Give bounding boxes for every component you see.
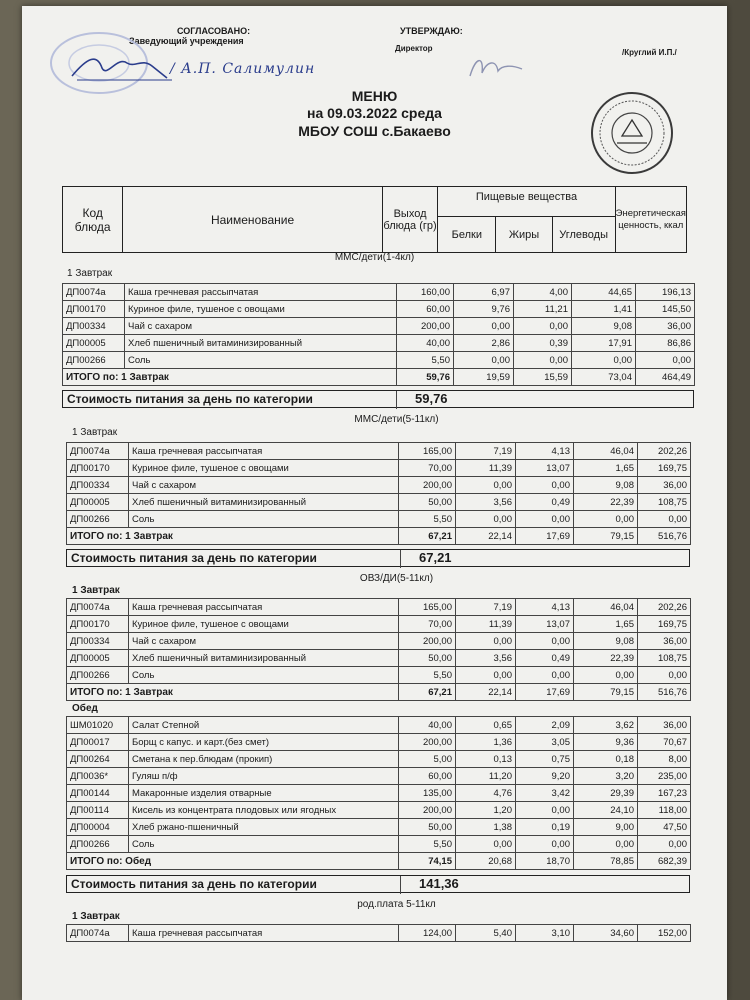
approve-label: УТВЕРЖДАЮ: (400, 26, 463, 36)
dish-fat: 0,00 (514, 318, 572, 335)
dish-protein: 6,97 (454, 284, 514, 301)
total-row (63, 369, 695, 386)
dish-fat: 0,00 (516, 477, 574, 494)
dish-energy: 169,75 (638, 616, 691, 633)
director-label: Директор (395, 44, 433, 53)
dish-fat: 13,07 (516, 460, 574, 477)
menu-table (66, 598, 691, 701)
dish-code: ДП00334 (67, 633, 129, 650)
dish-name: Соль (129, 836, 399, 853)
dish-output: 200,00 (399, 734, 456, 751)
dish-carbs: 24,10 (574, 802, 638, 819)
cost-label: Стоимость питания за день по категории (71, 877, 317, 891)
dish-code: ДП00005 (67, 494, 129, 511)
dish-carbs: 46,04 (574, 443, 638, 460)
dish-protein: 0,13 (456, 751, 516, 768)
dish-fat: 9,20 (516, 768, 574, 785)
total-value: 516,76 (638, 528, 691, 545)
dish-output: 5,00 (399, 751, 456, 768)
table-row (67, 925, 691, 942)
table-row (63, 352, 695, 369)
dish-code: ДП0074а (67, 443, 129, 460)
dish-energy: 108,75 (638, 494, 691, 511)
dish-output: 70,00 (399, 460, 456, 477)
dish-fat: 0,00 (516, 836, 574, 853)
dish-output: 165,00 (399, 443, 456, 460)
dish-code: ДП0074а (67, 925, 129, 942)
dish-protein: 11,20 (456, 768, 516, 785)
dish-carbs: 17,91 (572, 335, 636, 352)
total-value: 59,76 (397, 369, 454, 386)
table-row (67, 599, 691, 616)
dish-name: Каша гречневая рассыпчатая (129, 599, 399, 616)
dish-name: Каша гречневая рассыпчатая (125, 284, 397, 301)
dish-fat: 0,00 (516, 633, 574, 650)
table-row (67, 768, 691, 785)
dish-carbs: 1,65 (574, 460, 638, 477)
total-value: 19,59 (454, 369, 514, 386)
dish-name: Кисель из концентрата плодовых или ягодных (129, 802, 399, 819)
dish-output: 50,00 (399, 494, 456, 511)
dish-name: Соль (129, 667, 399, 684)
dish-protein: 0,00 (456, 667, 516, 684)
dish-energy: 235,00 (638, 768, 691, 785)
dish-output: 40,00 (399, 717, 456, 734)
dish-protein: 0,00 (456, 477, 516, 494)
dish-code: ДП00264 (67, 751, 129, 768)
dish-energy: 70,67 (638, 734, 691, 751)
dish-code: ДП0074а (63, 284, 125, 301)
dish-name: Чай с сахаром (129, 633, 399, 650)
dish-energy: 0,00 (638, 511, 691, 528)
dish-carbs: 3,62 (574, 717, 638, 734)
menu-title: МЕНЮ (351, 88, 398, 104)
dish-energy: 202,26 (638, 443, 691, 460)
dish-output: 200,00 (399, 802, 456, 819)
dish-name: Каша гречневая рассыпчатая (129, 925, 399, 942)
signature-icon (67, 48, 177, 88)
menu-table (66, 924, 691, 942)
table-row (67, 836, 691, 853)
total-value: 79,15 (574, 684, 638, 701)
dish-protein: 11,39 (456, 460, 516, 477)
dish-code: ДП00017 (67, 734, 129, 751)
table-row (63, 335, 695, 352)
meal-title: Обед (72, 703, 98, 714)
dish-carbs: 0,00 (574, 836, 638, 853)
total-value: 67,21 (399, 684, 456, 701)
dish-output: 124,00 (399, 925, 456, 942)
meal-title: 1 Завтрак (67, 268, 113, 279)
dish-code: ДП00334 (67, 477, 129, 494)
dish-carbs: 9,08 (574, 477, 638, 494)
dish-protein: 0,00 (454, 318, 514, 335)
dish-output: 50,00 (399, 650, 456, 667)
dish-energy: 36,00 (638, 477, 691, 494)
dish-carbs: 0,00 (574, 667, 638, 684)
dish-output: 165,00 (399, 599, 456, 616)
total-row (67, 684, 691, 701)
table-row (67, 443, 691, 460)
dish-code: ДП00334 (63, 318, 125, 335)
total-label: ИТОГО по: 1 Завтрак (67, 684, 399, 701)
table-row (67, 802, 691, 819)
agreed-label: СОГЛАСОВАНО: (177, 26, 251, 36)
table-row (67, 494, 691, 511)
dish-output: 160,00 (397, 284, 454, 301)
dish-energy: 167,23 (638, 785, 691, 802)
dish-energy: 47,50 (638, 819, 691, 836)
dish-energy: 8,00 (638, 751, 691, 768)
dish-carbs: 0,00 (572, 352, 636, 369)
cost-label: Стоимость питания за день по категории (71, 551, 317, 565)
dish-carbs: 3,20 (574, 768, 638, 785)
col-protein: Белки (438, 217, 496, 253)
table-row (67, 477, 691, 494)
director-name: /Круглий И.П./ (622, 48, 677, 57)
dish-name: Куриное филе, тушеное с овощами (125, 301, 397, 318)
dish-protein: 0,00 (454, 352, 514, 369)
dish-energy: 0,00 (636, 352, 695, 369)
table-row (67, 460, 691, 477)
dish-name: Каша гречневая рассыпчатая (129, 443, 399, 460)
table-row (67, 785, 691, 802)
dish-energy: 145,50 (636, 301, 695, 318)
menu-table (66, 442, 691, 545)
dish-name: Борщ с капус. и карт.(без смет) (129, 734, 399, 751)
total-value: 464,49 (636, 369, 695, 386)
dish-carbs: 34,60 (574, 925, 638, 942)
dish-protein: 11,39 (456, 616, 516, 633)
dish-output: 5,50 (399, 667, 456, 684)
total-value: 78,85 (574, 853, 638, 870)
table-row (67, 819, 691, 836)
menu-table (66, 716, 691, 870)
dish-energy: 108,75 (638, 650, 691, 667)
dish-energy: 86,86 (636, 335, 695, 352)
dish-output: 5,50 (397, 352, 454, 369)
dish-protein: 2,86 (454, 335, 514, 352)
dish-code: ДП00170 (67, 616, 129, 633)
total-value: 17,69 (516, 528, 574, 545)
total-value: 15,59 (514, 369, 572, 386)
col-energy: Энергетическая ценность, ккал (615, 187, 686, 253)
dish-code: ДП00266 (63, 352, 125, 369)
dish-name: Гуляш п/ф (129, 768, 399, 785)
dish-carbs: 1,41 (572, 301, 636, 318)
col-fat: Жиры (496, 217, 552, 253)
dish-protein: 3,56 (456, 494, 516, 511)
dish-energy: 196,13 (636, 284, 695, 301)
total-value: 73,04 (572, 369, 636, 386)
dish-name: Макаронные изделия отварные (129, 785, 399, 802)
dish-protein: 7,19 (456, 599, 516, 616)
dish-fat: 0,00 (516, 667, 574, 684)
dish-name: Хлеб ржано-пшеничный (129, 819, 399, 836)
table-row (67, 667, 691, 684)
dish-protein: 0,00 (456, 511, 516, 528)
table-row (63, 301, 695, 318)
dish-code: ДП00005 (67, 650, 129, 667)
total-row (67, 853, 691, 870)
cost-value: 59,76 (396, 391, 694, 409)
dish-energy: 152,00 (638, 925, 691, 942)
dish-protein: 9,76 (454, 301, 514, 318)
dish-carbs: 9,08 (572, 318, 636, 335)
dish-name: Сметана к пер.блюдам (прокип) (129, 751, 399, 768)
table-row (67, 734, 691, 751)
total-value: 22,14 (456, 528, 516, 545)
table-row (67, 717, 691, 734)
dish-carbs: 9,36 (574, 734, 638, 751)
total-value: 20,68 (456, 853, 516, 870)
table-row (67, 751, 691, 768)
dish-energy: 0,00 (638, 836, 691, 853)
dish-code: ДП00266 (67, 667, 129, 684)
dish-protein: 0,00 (456, 836, 516, 853)
total-value: 67,21 (399, 528, 456, 545)
dish-fat: 3,10 (516, 925, 574, 942)
menu-sheet (22, 6, 727, 1000)
table-row (67, 511, 691, 528)
dish-fat: 0,19 (516, 819, 574, 836)
dish-protein: 3,56 (456, 650, 516, 667)
dish-name: Хлеб пшеничный витаминизированный (129, 650, 399, 667)
dish-protein: 0,65 (456, 717, 516, 734)
dish-output: 5,50 (399, 511, 456, 528)
dish-output: 60,00 (399, 768, 456, 785)
section-title: ММС/дети(5-11кл) (354, 414, 439, 425)
dish-output: 5,50 (399, 836, 456, 853)
section-title: ОВЗ/ДИ(5-11кл) (359, 573, 434, 584)
dish-protein: 1,38 (456, 819, 516, 836)
meal-title: 1 Завтрак (72, 911, 120, 922)
director-signature-icon (462, 51, 532, 86)
total-value: 682,39 (638, 853, 691, 870)
column-header (62, 186, 687, 253)
dish-name: Соль (125, 352, 397, 369)
dish-name: Соль (129, 511, 399, 528)
agreed-role: Заведующий учреждения (129, 36, 244, 46)
cost-value: 67,21 (400, 550, 690, 568)
dish-output: 200,00 (399, 477, 456, 494)
dish-carbs: 0,18 (574, 751, 638, 768)
col-nutrients: Пищевые вещества (438, 187, 615, 217)
section-title: род.плата 5-11кл (357, 899, 436, 910)
section-title: ММС/дети(1-4кл) (334, 252, 415, 263)
dish-output: 40,00 (397, 335, 454, 352)
dish-name: Чай с сахаром (129, 477, 399, 494)
dish-energy: 118,00 (638, 802, 691, 819)
col-carbs: Углеводы (552, 217, 615, 253)
dish-name: Хлеб пшеничный витаминизированный (125, 335, 397, 352)
dish-protein: 1,36 (456, 734, 516, 751)
menu-table (62, 283, 695, 386)
cost-row (62, 390, 694, 408)
dish-carbs: 29,39 (574, 785, 638, 802)
dish-fat: 0,39 (514, 335, 572, 352)
cost-value: 141,36 (400, 876, 690, 894)
total-label: ИТОГО по: 1 Завтрак (63, 369, 397, 386)
dish-protein: 5,40 (456, 925, 516, 942)
dish-fat: 0,75 (516, 751, 574, 768)
dish-fat: 0,49 (516, 650, 574, 667)
dish-output: 70,00 (399, 616, 456, 633)
dish-protein: 0,00 (456, 633, 516, 650)
table-row (67, 633, 691, 650)
dish-carbs: 9,00 (574, 819, 638, 836)
dish-output: 135,00 (399, 785, 456, 802)
dish-output: 60,00 (397, 301, 454, 318)
meal-title: 1 Завтрак (72, 427, 118, 438)
school-name: МБОУ СОШ с.Бакаево (298, 123, 451, 139)
dish-output: 200,00 (397, 318, 454, 335)
dish-name: Салат Степной (129, 717, 399, 734)
menu-date: на 09.03.2022 среда (307, 105, 442, 121)
dish-fat: 0,00 (516, 802, 574, 819)
dish-fat: 11,21 (514, 301, 572, 318)
dish-carbs: 46,04 (574, 599, 638, 616)
cost-row (66, 875, 690, 893)
table-row (67, 616, 691, 633)
dish-code: ДП00004 (67, 819, 129, 836)
dish-energy: 36,00 (638, 633, 691, 650)
dish-carbs: 22,39 (574, 494, 638, 511)
dish-code: ДП00170 (63, 301, 125, 318)
dish-carbs: 0,00 (574, 511, 638, 528)
dish-protein: 1,20 (456, 802, 516, 819)
dish-energy: 36,00 (638, 717, 691, 734)
dish-energy: 0,00 (638, 667, 691, 684)
dish-fat: 0,00 (516, 511, 574, 528)
dish-name: Куриное филе, тушеное с овощами (129, 460, 399, 477)
cost-row (66, 549, 690, 567)
dish-code: ДП0074а (67, 599, 129, 616)
total-value: 516,76 (638, 684, 691, 701)
dish-energy: 169,75 (638, 460, 691, 477)
dish-energy: 202,26 (638, 599, 691, 616)
dish-carbs: 9,08 (574, 633, 638, 650)
total-value: 74,15 (399, 853, 456, 870)
meal-title: 1 Завтрак (72, 585, 120, 596)
dish-energy: 36,00 (636, 318, 695, 335)
dish-fat: 3,05 (516, 734, 574, 751)
dish-fat: 4,13 (516, 443, 574, 460)
dish-name: Куриное филе, тушеное с овощами (129, 616, 399, 633)
col-code: Код блюда (63, 187, 123, 253)
dish-code: ДП00144 (67, 785, 129, 802)
dish-carbs: 44,65 (572, 284, 636, 301)
dish-output: 200,00 (399, 633, 456, 650)
table-row (63, 284, 695, 301)
dish-code: ДП00170 (67, 460, 129, 477)
total-value: 79,15 (574, 528, 638, 545)
table-row (67, 650, 691, 667)
total-value: 18,70 (516, 853, 574, 870)
total-value: 22,14 (456, 684, 516, 701)
col-output: Выход блюда (гр) (382, 187, 437, 253)
total-label: ИТОГО по: 1 Завтрак (67, 528, 399, 545)
dish-fat: 0,00 (514, 352, 572, 369)
dish-code: ДП00114 (67, 802, 129, 819)
dish-name: Хлеб пшеничный витаминизированный (129, 494, 399, 511)
dish-code: ДП00266 (67, 836, 129, 853)
cost-label: Стоимость питания за день по категории (67, 392, 313, 406)
dish-protein: 7,19 (456, 443, 516, 460)
dish-fat: 4,00 (514, 284, 572, 301)
dish-fat: 2,09 (516, 717, 574, 734)
dish-code: ДП00266 (67, 511, 129, 528)
total-value: 17,69 (516, 684, 574, 701)
signature-name: / А.П. Салимулин (170, 61, 316, 77)
total-label: ИТОГО по: Обед (67, 853, 399, 870)
dish-code: ДП0036* (67, 768, 129, 785)
dish-fat: 13,07 (516, 616, 574, 633)
col-name: Наименование (123, 187, 383, 253)
dish-name: Чай с сахаром (125, 318, 397, 335)
dish-output: 50,00 (399, 819, 456, 836)
dish-carbs: 1,65 (574, 616, 638, 633)
dish-code: ШМ01020 (67, 717, 129, 734)
dish-carbs: 22,39 (574, 650, 638, 667)
dish-fat: 4,13 (516, 599, 574, 616)
total-row (67, 528, 691, 545)
dish-code: ДП00005 (63, 335, 125, 352)
dish-protein: 4,76 (456, 785, 516, 802)
dish-fat: 3,42 (516, 785, 574, 802)
dish-fat: 0,49 (516, 494, 574, 511)
table-row (63, 318, 695, 335)
